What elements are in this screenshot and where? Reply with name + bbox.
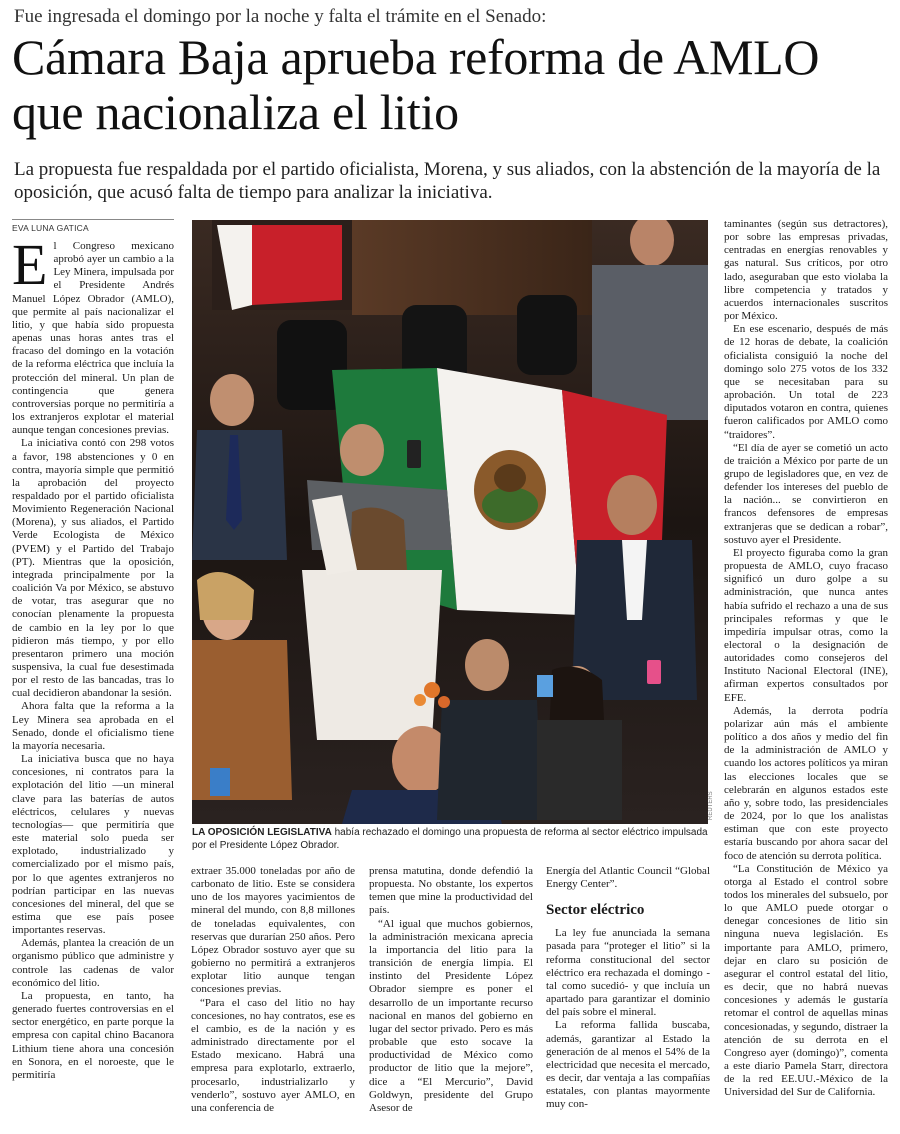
paragraph: prensa matutina, donde defendió la propuesta. No obstante, los expertos temen que mine la productividad del país.	[369, 865, 533, 917]
paragraph: “El día de ayer se cometió un acto de traición a México por parte de un grupo de legisladores que, en vez de defender los intereses del pueblo de la nación... se convirtieron en francos defensores de empresas extranjeras que se dedican a robar”, sostuvo ayer el Presidente.	[724, 441, 888, 546]
kicker: Fue ingresada el domingo por la noche y falta el trámite en el Senado:	[14, 6, 547, 27]
caption-lead: LA OPOSICIÓN LEGISLATIVA	[192, 827, 332, 838]
column-1	[12, 240, 174, 1128]
photo-credit: REUTERS	[708, 791, 714, 820]
lead-paragraph: El Congreso mexicano aprobó ayer un cambio a la Ley Minera, impulsada por el Presidente Andrés Manuel López Obrador (AMLO), que permite al país nacionalizar el litio, y que había sido propuesta apenas unas horas antes tras el fracaso del domingo en la votación de la reforma eléctrica que incluía la protección del mineral. Un plan de contingencia que genera controversias porque no permitiría a los extranjeros explotar el material aunque tengan concesiones previas.	[12, 240, 174, 437]
column-2	[191, 865, 355, 1130]
paragraph: “La Constitución de México ya otorga al Estado el control sobre todos los minerales del subsuelo, por lo que AMLO puede otorgar o denegar concesiones de litio sin ninguna nueva legislación. Es importante para AMLO, primero, dejar en claro su posición de asegurar el control estatal del litio, es decir, que no habrá nuevas concesiones y además le gustaría retomar el control de aquellas minas concesionadas, y segundo, distraer la atención de su derrota en el Congreso ayer (domingo)”, comenta a este diario Pamela Starr, directora de la red EE.UU.-México de la Universidad del Sur de California.	[724, 862, 888, 1099]
paragraph: Además, la derrota podría polarizar aún más el ambiente político a dos años y medio del fin de la administración de AMLO y cuando los actores políticos ya miran las elecciones locales que se celebrarán en algunos estados este año y, sobre todo, las presidenciales de 2024, por lo que los analistas estiman que con este proyecto estaría buscando por ahora sacar del foco de atención su derrota política.	[724, 704, 888, 862]
headline: Cámara Baja aprueba reforma de AMLO que nacionaliza el litio	[12, 29, 820, 140]
paragraph: “Al igual que muchos gobiernos, la administración mexicana aprecia la importancia del litio para la transición de energía limpia. El instinto del Presidente López Obrador siempre es poner el desarrollo de un importante recurso nacional en manos del gobierno en lugar del sector privado. Pero es más probable que esto socave la productividad de México como productor de litio que la mejore”, dice a “El Mercurio”, David Goldwyn, presidente del Grupo Asesor de	[369, 917, 533, 1114]
caption-text: había rechazado el domingo una propuesta de reforma al sector eléctrico impulsada por el Presidente López Obrador.	[192, 827, 708, 851]
paragraph: La ley fue anunciada la semana pasada para “proteger el litio” si la reforma constitucional del sector eléctrico era rechazada el domingo -tal como sucedió- y que incluía un apartado para garantizar el dominio del país sobre el mineral.	[546, 927, 710, 1019]
paragraph: En ese escenario, después de más de 12 horas de debate, la coalición oficialista consiguió la noche del domingo solo 275 votos de los 332 que se necesitaban para su aprobación. Un total de 223 diputados votaron en contra, quienes fueron calificados por AMLO como “traidores”.	[724, 323, 888, 441]
paragraph: La iniciativa busca que no haya concesiones, ni contratos para la explotación del litio —un mineral clave para las baterías de autos eléctricos, celulares y nuevas tecnologías— que permitiría que este material solo pueda ser explotado, industrializado y comercializado por el mismo país, por lo que agentes extranjeros no podrían participar en las nuevas concesiones del mineral, del que se estima que ese país posee importantes reservas.	[12, 753, 174, 937]
paragraph: El proyecto figuraba como la gran propuesta de AMLO, cuyo fracaso significó un duro golpe a su administración, que nunca antes había sufrido el rechazo a una de sus principales reformas y que le impediría impulsar otras, como la electoral o la designación de autoridades como consejeros del Instituto Nacional Electoral (INE), afirman expertos consultados por EFE.	[724, 546, 888, 704]
paragraph: Energía del Atlantic Council “Global Energy Center”.	[546, 865, 710, 891]
byline: EVA LUNA GATICA	[12, 219, 174, 233]
photo-caption	[192, 826, 708, 852]
dropcap: E	[12, 240, 48, 297]
subhead: La propuesta fue respaldada por el partido oficialista, Morena, y sus aliados, con la abstención de la mayoría de la oposición, que acusó falta de tiempo para analizar la iniciativa.	[14, 159, 881, 203]
column-3	[369, 865, 533, 1130]
paragraph: Ahora falta que la reforma a la Ley Minera sea aprobada en el Senado, donde el oficialismo tiene la mayoría necesaria.	[12, 700, 174, 752]
photo-illustration	[192, 220, 708, 824]
paragraph: La iniciativa contó con 298 votos a favor, 198 abstenciones y 0 en contra, mayoría simple que permitió la aprobación del proyecto respaldado por el partido oficialista Movimiento Regeneración Nacional (Morena), y sus aliados, el Partido Verde Ecologista de México (PVEM) y el Partido del Trabajo (PT). Mientras que la oposición, integrada principalmente por la coalición Va por México, se abstuvo de votar, tras asegurar que no conocían plenamente la propuesta de cambio en la ley por lo que pidieron más tiempo, y por ello presentaron primero una moción suspensiva, la cual fue desestimada por el resto de las bancadas, tras lo cual decidieron abandonar la sesión.	[12, 437, 174, 700]
paragraph: La propuesta, en tanto, ha generado fuertes controversias en el sector energético, en parte porque la empresa con capital chino Bacanora Lithium tiene ahora una concesión en Sonora, en el noroeste, que le permitiría	[12, 989, 174, 1081]
paragraph: “Para el caso del litio no hay concesiones, no hay contratos, ese es el cambio, es de la nación y es administrado directamente por el Estado mexicano. Habrá una empresa para explotarlo, extraerlo, procesarlo, industrializarlo y venderlo”, sostuvo ayer AMLO, en una conferencia de	[191, 996, 355, 1114]
column-4	[546, 865, 710, 1130]
paragraph: La reforma fallida buscaba, además, garantizar al Estado la generación de al menos el 54% de la electricidad que necesita el mercado, es decir, dar ventaja a las compañías estatales, con plantas mayormente muy con-	[546, 1019, 710, 1111]
paragraph: extraer 35.000 toneladas por año de carbonato de litio. Este se considera uno de los mayores yacimientos de mineral del mundo, con 8,8 millones de toneladas equivalentes, con reservas que durarían 250 años. Pero López Obrador sostuvo ayer que su gobierno no permitirá a extranjeros explotar litio aunque tengan concesiones previas.	[191, 865, 355, 996]
paragraph: Además, plantea la creación de un organismo público que administre y controle las cadenas de valor económico del litio.	[12, 937, 174, 989]
news-photo	[192, 220, 708, 824]
column-5	[724, 218, 888, 1128]
paragraph: taminantes (según sus detractores), por sobre las empresas privadas, centradas en energías renovables y gas natural. Sus críticos, por otro lado, aseguraban que esto violaba la libre competencia y tratados y acuerdos internacionales suscritos por México.	[724, 218, 888, 323]
section-subtitle: Sector eléctrico	[546, 902, 645, 919]
